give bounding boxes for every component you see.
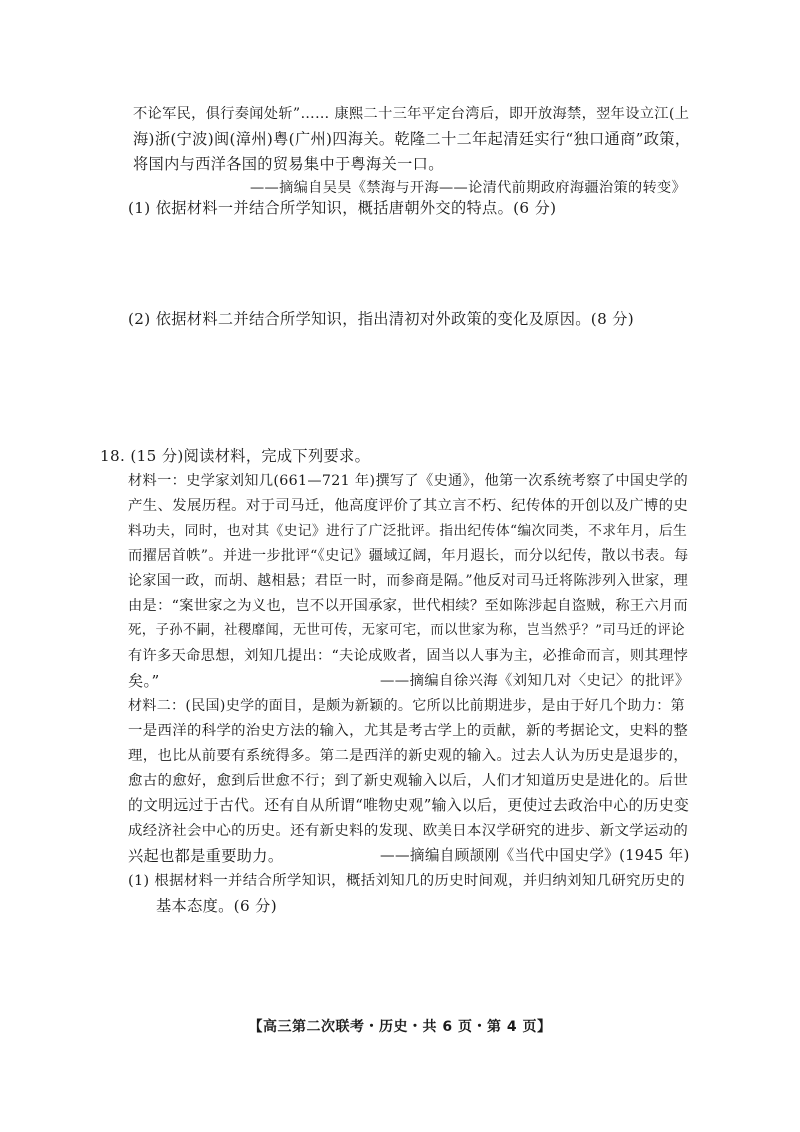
material-one-line: 而擢居首帙”。并进一步批评“《史记》疆域辽阔，年月遐长，而分以纪传，散以书表。每 (128, 548, 689, 564)
material-two-source: ——摘编自顾颉刚《当代中国史学》(1945 年) (380, 847, 690, 864)
page-footer: 【高三第二次联考・历史・共 6 页・第 4 页】 (248, 1019, 552, 1035)
material-two-line: 一是西洋的科学的治史方法的输入，尤其是考古学上的贡献，新的考据论文，史料的整 (128, 723, 689, 739)
question-18-header: 18. (15 分)阅读材料，完成下列要求。 (100, 447, 371, 465)
material-one-line: 有许多天命思想，刘知几提出：“夫论成败者，固当以人事为主，必推命而言，则其理悖 (128, 648, 689, 664)
material-source: ——摘编自吴昊《禁海与开海——论清代前期政府海疆治策的转变》 (250, 180, 687, 196)
material-one-line: 矣。” (128, 672, 160, 690)
material-one-line: 材料一：史学家刘知几(661—721 年)撰写了《史通》，他第一次系统考察了中国史学的 (128, 473, 689, 489)
material-one-line: 产生、发展历程。对于司马迁，他高度评价了其立言不朽、纪传体的开创以及广博的史 (128, 498, 689, 514)
material-two-line: 的文明远过于古代。还有自从所谓“唯物史观”输入以后，更使过去政治中心的历史变 (128, 797, 690, 814)
material-one-line: 料功夫，同时，也对其《史记》进行了广泛批评。指出纪传体“编次同类，不求年月，后生 (128, 523, 688, 539)
material-two-line: 成经济社会中心的历史。还有新史料的发现、欧美日本汉学研究的进步、新文学运动的 (128, 823, 689, 839)
question-18-1: (1) 根据材料一并结合所学知识，概括刘知几的历史时间观，并归纳刘知几研究历史的 (128, 873, 686, 889)
material-one-source: ——摘编自徐兴海《刘知几对〈史记〉的批评》 (380, 673, 690, 689)
material-one-line: 死，子孙不嗣，社稷靡闻，无世可传，无家可宅，而以世家为称，岂当然乎？”司马迁的评论 (128, 623, 685, 638)
material-two-line: 理，也比从前要有系统得多。第二是西洋的新史观的输入。过去人认为历史是退步的， (128, 748, 689, 764)
material-line: 海)浙(宁波)闽(漳州)粤(广州)四海关。乾隆二十二年起清廷实行“独口通商”政策， (133, 130, 691, 148)
material-two-line: 愈古的愈好，愈到后世愈不行；到了新史观输入以后，人们才知道历史是进化的。后世 (128, 773, 689, 789)
material-two-line: 材料二：(民国)史学的面目，是颇为新颖的。它所以比前期进步，是由于好几个助力：第 (128, 698, 685, 714)
question-17-2: (2) 依据材料二并结合所学知识，指出清初对外政策的变化及原因。(8 分) (128, 310, 635, 328)
material-line: 将国内与西洋各国的贸易集中于粤海关一口。 (133, 155, 444, 173)
material-line: 不论军民，俱行奏闻处斩”…… 康熙二十三年平定台湾后，即开放海禁，翌年设立江(上 (133, 106, 690, 122)
question-18-1-cont: 基本态度。(6 分) (156, 897, 277, 915)
question-17-1: (1) 依据材料一并结合所学知识，概括唐朝外交的特点。(6 分) (128, 199, 557, 217)
material-one-line: 由是：“案世家之为义也，岂不以开国承家，世代相续？至如陈涉起自盗贼，称王六月而 (128, 598, 689, 614)
material-two-line: 兴起也都是重要助力。 (128, 847, 284, 865)
material-one-line: 论家国一政，而胡、越相悬；君臣一时，而参商是隔。”他反对司马迁将陈涉列入世家，理 (128, 573, 689, 589)
